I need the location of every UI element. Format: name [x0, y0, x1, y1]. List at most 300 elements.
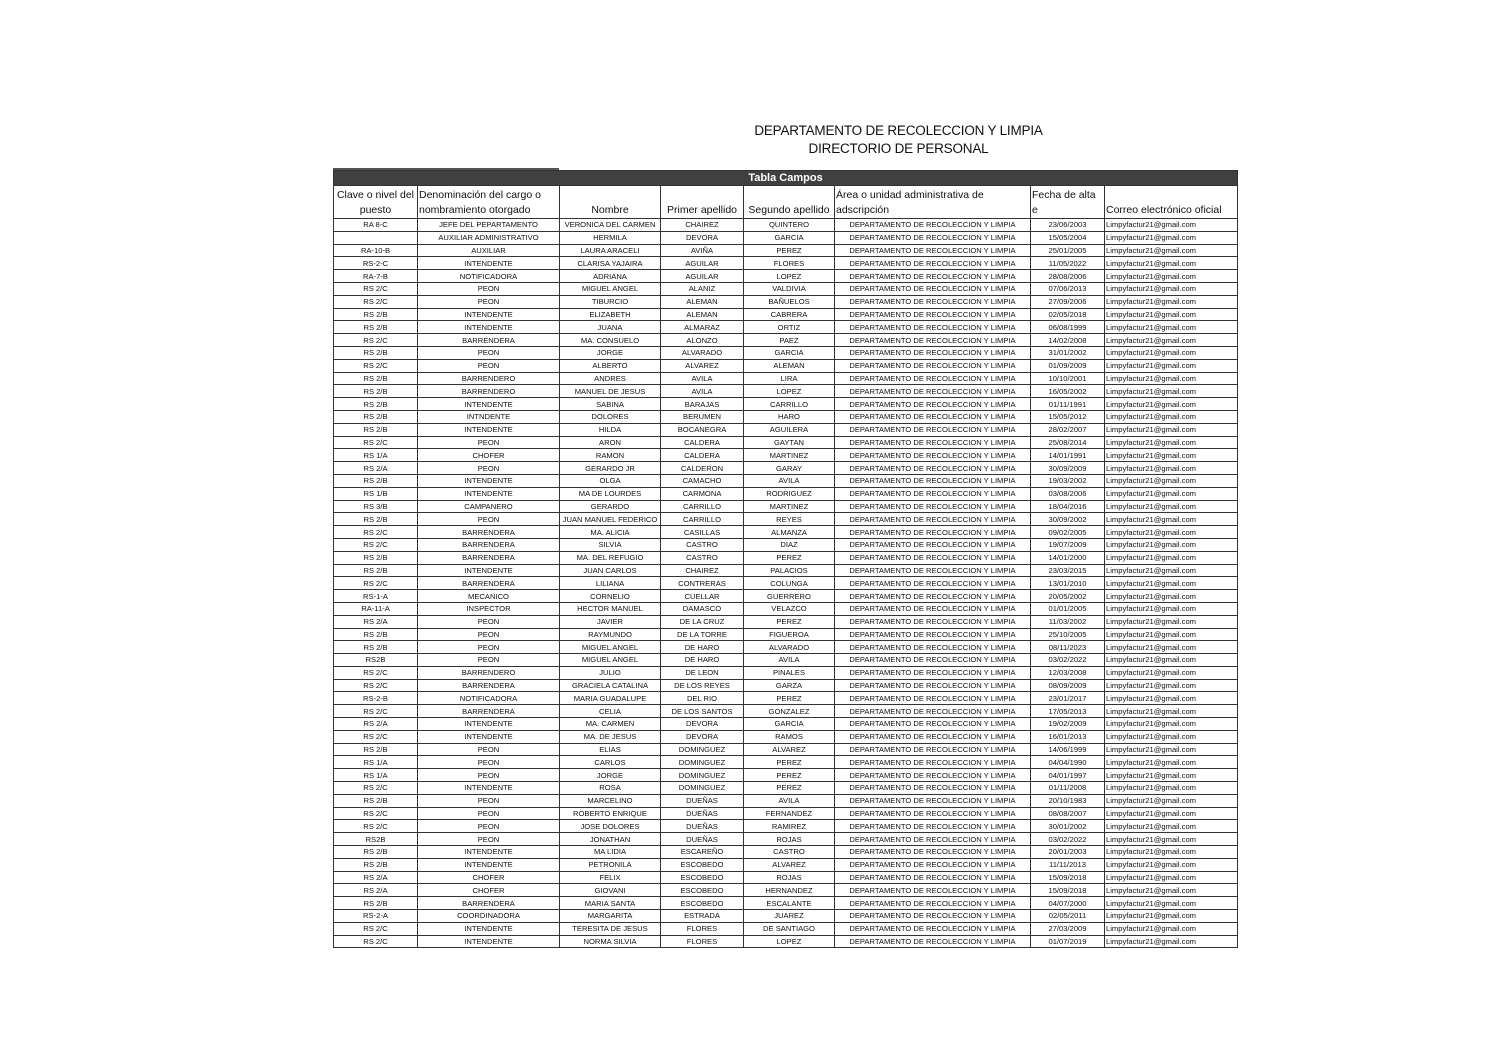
segundo-apellido-cell: PEREZ [744, 615, 835, 628]
clave-cell: RS2B [334, 654, 418, 667]
cargo-cell: BARRENDERA [418, 679, 560, 692]
fecha-alta-cell: 14/02/2008 [1031, 334, 1105, 347]
fecha-alta-cell: 04/07/2000 [1031, 897, 1105, 910]
segundo-apellido-cell: JUAREZ [744, 910, 835, 923]
primer-apellido-cell: ESCOBEDO [661, 858, 744, 871]
nombre-cell: PETRONILA [560, 858, 661, 871]
primer-apellido-cell: CALDERA [661, 436, 744, 449]
area-cell: DEPARTAMENTO DE RECOLECCION Y LIMPIA [835, 449, 1031, 462]
fecha-alta-cell: 15/05/2012 [1031, 410, 1105, 423]
nombre-cell: RAMON [560, 449, 661, 462]
table-row [334, 666, 1238, 679]
table-row [334, 270, 1238, 283]
primer-apellido-cell: DUEÑAS [661, 820, 744, 833]
correo-cell: Limpyfactur21@gmail.com [1105, 807, 1238, 820]
primer-apellido-cell: DE HARO [661, 641, 744, 654]
fecha-alta-cell: 01/01/2005 [1031, 602, 1105, 615]
fecha-alta-cell: 17/05/2013 [1031, 705, 1105, 718]
primer-apellido-cell: CUELLAR [661, 590, 744, 603]
cargo-cell: PEON [418, 513, 560, 526]
nombre-cell: GERARDO JR [560, 462, 661, 475]
area-cell: DEPARTAMENTO DE RECOLECCION Y LIMPIA [835, 922, 1031, 935]
nombre-cell: CORNELIO [560, 590, 661, 603]
table-row [334, 231, 1238, 244]
cargo-cell: BARRENDERA [418, 538, 560, 551]
header-primer-apellido: Primer apellido [661, 186, 744, 219]
clave-cell: RA-10-B [334, 244, 418, 257]
primer-apellido-cell: DEL RIO [661, 692, 744, 705]
area-cell: DEPARTAMENTO DE RECOLECCION Y LIMPIA [835, 334, 1031, 347]
table-row [334, 462, 1238, 475]
table-row [334, 551, 1238, 564]
segundo-apellido-cell: PEREZ [744, 244, 835, 257]
primer-apellido-cell: ESTRADA [661, 910, 744, 923]
table-row [334, 858, 1238, 871]
area-cell: DEPARTAMENTO DE RECOLECCION Y LIMPIA [835, 692, 1031, 705]
primer-apellido-cell: AGUILAR [661, 270, 744, 283]
cargo-cell: PEON [418, 743, 560, 756]
cargo-cell: PEON [418, 359, 560, 372]
segundo-apellido-cell: PINALES [744, 666, 835, 679]
nombre-cell: MARCELINO [560, 794, 661, 807]
table-row [334, 935, 1238, 948]
clave-cell: RS 2/C [334, 922, 418, 935]
correo-cell: Limpyfactur21@gmail.com [1105, 730, 1238, 743]
fecha-alta-cell: 18/04/2016 [1031, 500, 1105, 513]
clave-cell: RS 2/B [334, 858, 418, 871]
segundo-apellido-cell: GARCIA [744, 718, 835, 731]
clave-cell: RS 2/B [334, 794, 418, 807]
correo-cell: Limpyfactur21@gmail.com [1105, 436, 1238, 449]
fecha-alta-cell: 08/08/2007 [1031, 807, 1105, 820]
segundo-apellido-cell: DIAZ [744, 538, 835, 551]
cargo-cell: PEON [418, 820, 560, 833]
area-cell: DEPARTAMENTO DE RECOLECCION Y LIMPIA [835, 705, 1031, 718]
fecha-alta-cell: 15/05/2004 [1031, 231, 1105, 244]
segundo-apellido-cell: HERNANDEZ [744, 884, 835, 897]
nombre-cell: MIGUEL ANGEL [560, 282, 661, 295]
area-cell: DEPARTAMENTO DE RECOLECCION Y LIMPIA [835, 219, 1031, 232]
nombre-cell: HILDA [560, 423, 661, 436]
table-row [334, 602, 1238, 615]
area-cell: DEPARTAMENTO DE RECOLECCION Y LIMPIA [835, 295, 1031, 308]
header-correo: Correo electrónico oficial [1105, 186, 1238, 219]
table-row [334, 372, 1238, 385]
segundo-apellido-cell: RODRIGUEZ [744, 487, 835, 500]
table-row [334, 756, 1238, 769]
primer-apellido-cell: DOMINGUEZ [661, 743, 744, 756]
primer-apellido-cell: CALDERON [661, 462, 744, 475]
nombre-cell: MIGUEL ANGEL [560, 641, 661, 654]
cargo-cell: BARRENDERA [418, 577, 560, 590]
primer-apellido-cell: CARRILLO [661, 513, 744, 526]
cargo-cell: BARRENDERO [418, 666, 560, 679]
nombre-cell: JULIO [560, 666, 661, 679]
correo-cell: Limpyfactur21@gmail.com [1105, 551, 1238, 564]
fecha-alta-cell: 30/01/2002 [1031, 820, 1105, 833]
cargo-cell: INTENDENTE [418, 718, 560, 731]
fecha-alta-cell: 23/01/2017 [1031, 692, 1105, 705]
area-cell: DEPARTAMENTO DE RECOLECCION Y LIMPIA [835, 410, 1031, 423]
segundo-apellido-cell: ESCALANTE [744, 897, 835, 910]
cargo-cell: PEON [418, 641, 560, 654]
nombre-cell: TERESITA DE JESUS [560, 922, 661, 935]
segundo-apellido-cell: LOPEZ [744, 385, 835, 398]
table-row [334, 846, 1238, 859]
clave-cell: RS 2/B [334, 743, 418, 756]
area-cell: DEPARTAMENTO DE RECOLECCION Y LIMPIA [835, 666, 1031, 679]
primer-apellido-cell: AVIÑA [661, 244, 744, 257]
cargo-cell: CHOFER [418, 449, 560, 462]
correo-cell: Limpyfactur21@gmail.com [1105, 462, 1238, 475]
correo-cell: Limpyfactur21@gmail.com [1105, 820, 1238, 833]
correo-cell: Limpyfactur21@gmail.com [1105, 602, 1238, 615]
table-row [334, 615, 1238, 628]
fecha-alta-cell: 12/03/2008 [1031, 666, 1105, 679]
clave-cell: RS 2/B [334, 628, 418, 641]
table-row [334, 526, 1238, 539]
fecha-alta-cell: 25/08/2014 [1031, 436, 1105, 449]
header-segundo-apellido: Segundo apellido [744, 186, 835, 219]
fecha-alta-cell: 01/11/1991 [1031, 398, 1105, 411]
primer-apellido-cell: DAMASCO [661, 602, 744, 615]
fecha-alta-cell: 19/02/2009 [1031, 718, 1105, 731]
table-row [334, 308, 1238, 321]
primer-apellido-cell: BOCANEGRA [661, 423, 744, 436]
nombre-cell: MA. CONSUELO [560, 334, 661, 347]
area-cell: DEPARTAMENTO DE RECOLECCION Y LIMPIA [835, 602, 1031, 615]
segundo-apellido-cell: ALEMAN [744, 359, 835, 372]
segundo-apellido-cell: ALVAREZ [744, 743, 835, 756]
correo-cell: Limpyfactur21@gmail.com [1105, 257, 1238, 270]
nombre-cell: ELIZABETH [560, 308, 661, 321]
table-row [334, 769, 1238, 782]
clave-cell [334, 231, 418, 244]
area-cell: DEPARTAMENTO DE RECOLECCION Y LIMPIA [835, 513, 1031, 526]
primer-apellido-cell: CASILLAS [661, 526, 744, 539]
primer-apellido-cell: BARAJAS [661, 398, 744, 411]
table-row [334, 922, 1238, 935]
nombre-cell: VERONICA DEL CARMEN [560, 219, 661, 232]
area-cell: DEPARTAMENTO DE RECOLECCION Y LIMPIA [835, 577, 1031, 590]
segundo-apellido-cell: PEREZ [744, 551, 835, 564]
table-row [334, 359, 1238, 372]
correo-cell: Limpyfactur21@gmail.com [1105, 922, 1238, 935]
nombre-cell: ROBERTO ENRIQUE [560, 807, 661, 820]
primer-apellido-cell: FLORES [661, 935, 744, 948]
segundo-apellido-cell: PEREZ [744, 756, 835, 769]
correo-cell: Limpyfactur21@gmail.com [1105, 871, 1238, 884]
correo-cell: Limpyfactur21@gmail.com [1105, 897, 1238, 910]
segundo-apellido-cell: LIRA [744, 372, 835, 385]
clave-cell: RS2B [334, 833, 418, 846]
nombre-cell: GRACIELA CATALINA [560, 679, 661, 692]
segundo-apellido-cell: PALACIOS [744, 564, 835, 577]
primer-apellido-cell: CASTRO [661, 551, 744, 564]
clave-cell: RS 1/A [334, 756, 418, 769]
area-cell: DEPARTAMENTO DE RECOLECCION Y LIMPIA [835, 436, 1031, 449]
clave-cell: RS 2/B [334, 410, 418, 423]
primer-apellido-cell: DE LA TORRE [661, 628, 744, 641]
table-row [334, 449, 1238, 462]
fecha-alta-cell: 30/09/2002 [1031, 513, 1105, 526]
nombre-cell: MA LIDIA [560, 846, 661, 859]
nombre-cell: ADRIANA [560, 270, 661, 283]
cargo-cell: BARRENDERO [418, 372, 560, 385]
cargo-cell: CAMPANERO [418, 500, 560, 513]
correo-cell: Limpyfactur21@gmail.com [1105, 794, 1238, 807]
clave-cell: RS 2/C [334, 935, 418, 948]
nombre-cell: GERARDO [560, 500, 661, 513]
fecha-alta-cell: 08/09/2009 [1031, 679, 1105, 692]
primer-apellido-cell: FLORES [661, 922, 744, 935]
correo-cell: Limpyfactur21@gmail.com [1105, 590, 1238, 603]
primer-apellido-cell: AGUILAR [661, 257, 744, 270]
fecha-alta-cell: 15/09/2018 [1031, 884, 1105, 897]
clave-cell: RS 2/A [334, 871, 418, 884]
clave-cell: RS 2/A [334, 884, 418, 897]
area-cell: DEPARTAMENTO DE RECOLECCION Y LIMPIA [835, 474, 1031, 487]
nombre-cell: MA. CARMEN [560, 718, 661, 731]
correo-cell: Limpyfactur21@gmail.com [1105, 487, 1238, 500]
fecha-alta-cell: 25/10/2005 [1031, 628, 1105, 641]
segundo-apellido-cell: RAMOS [744, 730, 835, 743]
correo-cell: Limpyfactur21@gmail.com [1105, 615, 1238, 628]
segundo-apellido-cell: CABRERA [744, 308, 835, 321]
clave-cell: RS-2-A [334, 910, 418, 923]
fecha-alta-cell: 19/07/2009 [1031, 538, 1105, 551]
correo-cell: Limpyfactur21@gmail.com [1105, 295, 1238, 308]
table-row [334, 718, 1238, 731]
cargo-cell: COORDINADORA [418, 910, 560, 923]
area-cell: DEPARTAMENTO DE RECOLECCION Y LIMPIA [835, 538, 1031, 551]
document-subtitle: DIRECTORIO DE PERSONAL [808, 141, 989, 156]
cargo-cell: INTENDENTE [418, 858, 560, 871]
table-row [334, 346, 1238, 359]
correo-cell: Limpyfactur21@gmail.com [1105, 743, 1238, 756]
cargo-cell: NOTIFICADORA [418, 270, 560, 283]
segundo-apellido-cell: PEREZ [744, 782, 835, 795]
area-cell: DEPARTAMENTO DE RECOLECCION Y LIMPIA [835, 270, 1031, 283]
clave-cell: RS 2/B [334, 385, 418, 398]
clave-cell: RS 2/C [334, 526, 418, 539]
segundo-apellido-cell: COLUNGA [744, 577, 835, 590]
fecha-alta-cell: 31/01/2002 [1031, 346, 1105, 359]
table-row [334, 730, 1238, 743]
primer-apellido-cell: DEVORA [661, 730, 744, 743]
segundo-apellido-cell: ALMANZA [744, 526, 835, 539]
correo-cell: Limpyfactur21@gmail.com [1105, 526, 1238, 539]
fecha-alta-cell: 08/11/2023 [1031, 641, 1105, 654]
correo-cell: Limpyfactur21@gmail.com [1105, 474, 1238, 487]
fecha-alta-cell: 01/09/2009 [1031, 359, 1105, 372]
correo-cell: Limpyfactur21@gmail.com [1105, 910, 1238, 923]
nombre-cell: MA. DE JESUS [560, 730, 661, 743]
clave-cell: RS 1/A [334, 449, 418, 462]
fecha-alta-cell: 03/02/2022 [1031, 833, 1105, 846]
area-cell: DEPARTAMENTO DE RECOLECCION Y LIMPIA [835, 551, 1031, 564]
correo-cell: Limpyfactur21@gmail.com [1105, 219, 1238, 232]
correo-cell: Limpyfactur21@gmail.com [1105, 398, 1238, 411]
segundo-apellido-cell: CARRILLO [744, 398, 835, 411]
clave-cell: RS-2-B [334, 692, 418, 705]
segundo-apellido-cell: MARTINEZ [744, 449, 835, 462]
cargo-cell: AUXILIAR ADMINISTRATIVO [418, 231, 560, 244]
primer-apellido-cell: CALDERA [661, 449, 744, 462]
primer-apellido-cell: DEVORA [661, 718, 744, 731]
fecha-alta-cell: 11/11/2013 [1031, 858, 1105, 871]
segundo-apellido-cell: GARCIA [744, 231, 835, 244]
primer-apellido-cell: DEVORA [661, 231, 744, 244]
clave-cell: RS 2/C [334, 359, 418, 372]
area-cell: DEPARTAMENTO DE RECOLECCION Y LIMPIA [835, 500, 1031, 513]
fecha-alta-cell: 19/03/2002 [1031, 474, 1105, 487]
cargo-cell: CHOFER [418, 884, 560, 897]
segundo-apellido-cell: HARO [744, 410, 835, 423]
cargo-cell: INTENDENTE [418, 398, 560, 411]
area-cell: DEPARTAMENTO DE RECOLECCION Y LIMPIA [835, 858, 1031, 871]
area-cell: DEPARTAMENTO DE RECOLECCION Y LIMPIA [835, 244, 1031, 257]
segundo-apellido-cell: ROJAS [744, 833, 835, 846]
cargo-cell: INTENDENTE [418, 782, 560, 795]
primer-apellido-cell: CARRILLO [661, 500, 744, 513]
correo-cell: Limpyfactur21@gmail.com [1105, 577, 1238, 590]
primer-apellido-cell: ALEMAN [661, 308, 744, 321]
table-row [334, 219, 1238, 232]
correo-cell: Limpyfactur21@gmail.com [1105, 449, 1238, 462]
segundo-apellido-cell: RAMIREZ [744, 820, 835, 833]
primer-apellido-cell: ALVARADO [661, 346, 744, 359]
header-nombre: Nombre [560, 186, 661, 219]
area-cell: DEPARTAMENTO DE RECOLECCION Y LIMPIA [835, 679, 1031, 692]
table-row [334, 897, 1238, 910]
table-row [334, 282, 1238, 295]
correo-cell: Limpyfactur21@gmail.com [1105, 884, 1238, 897]
area-cell: DEPARTAMENTO DE RECOLECCION Y LIMPIA [835, 782, 1031, 795]
nombre-cell: MANUEL DE JESUS [560, 385, 661, 398]
nombre-cell: MA. DEL REFUGIO [560, 551, 661, 564]
clave-cell: RS 2/A [334, 615, 418, 628]
cargo-cell: INTENDENTE [418, 487, 560, 500]
cargo-cell: BARRENDERA [418, 526, 560, 539]
cargo-cell: INTENDENTE [418, 308, 560, 321]
clave-cell: RA-11-A [334, 602, 418, 615]
clave-cell: RS 2/C [334, 705, 418, 718]
table-row [334, 833, 1238, 846]
correo-cell: Limpyfactur21@gmail.com [1105, 334, 1238, 347]
correo-cell: Limpyfactur21@gmail.com [1105, 692, 1238, 705]
nombre-cell: CLARISA YAJAIRA [560, 257, 661, 270]
nombre-cell: ROSA [560, 782, 661, 795]
correo-cell: Limpyfactur21@gmail.com [1105, 654, 1238, 667]
primer-apellido-cell: DOMINGUEZ [661, 756, 744, 769]
fecha-alta-cell: 10/10/2001 [1031, 372, 1105, 385]
nombre-cell: MARIA SANTA [560, 897, 661, 910]
correo-cell: Limpyfactur21@gmail.com [1105, 231, 1238, 244]
nombre-cell: LILIANA [560, 577, 661, 590]
nombre-cell: MA DE LOURDES [560, 487, 661, 500]
clave-cell: RS 2/C [334, 436, 418, 449]
clave-cell: RS 2/C [334, 295, 418, 308]
primer-apellido-cell: AVILA [661, 372, 744, 385]
fecha-alta-cell: 27/09/2006 [1031, 295, 1105, 308]
clave-cell: RS 2/C [334, 807, 418, 820]
segundo-apellido-cell: QUINTERO [744, 219, 835, 232]
cargo-cell: BARRENDERA [418, 897, 560, 910]
correo-cell: Limpyfactur21@gmail.com [1105, 513, 1238, 526]
clave-cell: RS 3/B [334, 500, 418, 513]
area-cell: DEPARTAMENTO DE RECOLECCION Y LIMPIA [835, 308, 1031, 321]
segundo-apellido-cell: REYES [744, 513, 835, 526]
cargo-cell: PEON [418, 794, 560, 807]
fecha-alta-cell: 03/08/2006 [1031, 487, 1105, 500]
correo-cell: Limpyfactur21@gmail.com [1105, 782, 1238, 795]
correo-cell: Limpyfactur21@gmail.com [1105, 423, 1238, 436]
cargo-cell: PEON [418, 833, 560, 846]
nombre-cell: GIOVANI [560, 884, 661, 897]
primer-apellido-cell: DE LA CRUZ [661, 615, 744, 628]
fecha-alta-cell: 30/09/2009 [1031, 462, 1105, 475]
nombre-cell: TIBURCIO [560, 295, 661, 308]
nombre-cell: MIGUEL ANGEL [560, 654, 661, 667]
clave-cell: RS 2/B [334, 346, 418, 359]
segundo-apellido-cell: GUERRERO [744, 590, 835, 603]
cargo-cell: AUXILIAR [418, 244, 560, 257]
area-cell: DEPARTAMENTO DE RECOLECCION Y LIMPIA [835, 807, 1031, 820]
table-row [334, 423, 1238, 436]
correo-cell: Limpyfactur21@gmail.com [1105, 308, 1238, 321]
cargo-cell: PEON [418, 654, 560, 667]
segundo-apellido-cell: BAÑUELOS [744, 295, 835, 308]
clave-cell: RS 2/C [334, 666, 418, 679]
area-cell: DEPARTAMENTO DE RECOLECCION Y LIMPIA [835, 743, 1031, 756]
clave-cell: RS 2/B [334, 897, 418, 910]
correo-cell: Limpyfactur21@gmail.com [1105, 372, 1238, 385]
correo-cell: Limpyfactur21@gmail.com [1105, 756, 1238, 769]
cargo-cell: INTENDENTE [418, 730, 560, 743]
primer-apellido-cell: ALVAREZ [661, 359, 744, 372]
primer-apellido-cell: ALANIZ [661, 282, 744, 295]
table-row [334, 538, 1238, 551]
table-row [334, 321, 1238, 334]
area-cell: DEPARTAMENTO DE RECOLECCION Y LIMPIA [835, 462, 1031, 475]
area-cell: DEPARTAMENTO DE RECOLECCION Y LIMPIA [835, 628, 1031, 641]
clave-cell: RS 2/C [334, 782, 418, 795]
segundo-apellido-cell: AVILA [744, 654, 835, 667]
clave-cell: RS-1-A [334, 590, 418, 603]
nombre-cell: OLGA [560, 474, 661, 487]
clave-cell: RS 2/B [334, 308, 418, 321]
segundo-apellido-cell: CASTRO [744, 846, 835, 859]
clave-cell: RS 2/C [334, 334, 418, 347]
fecha-alta-cell: 14/01/1991 [1031, 449, 1105, 462]
nombre-cell: SILVIA [560, 538, 661, 551]
cargo-cell: INTENDENTE [418, 846, 560, 859]
cargo-cell: PEON [418, 615, 560, 628]
correo-cell: Limpyfactur21@gmail.com [1105, 641, 1238, 654]
area-cell: DEPARTAMENTO DE RECOLECCION Y LIMPIA [835, 615, 1031, 628]
fecha-alta-cell: 14/01/2000 [1031, 551, 1105, 564]
segundo-apellido-cell: GARCIA [744, 346, 835, 359]
cargo-cell: JEFE DEL PEPARTAMENTO [418, 219, 560, 232]
correo-cell: Limpyfactur21@gmail.com [1105, 769, 1238, 782]
nombre-cell: ALBERTO [560, 359, 661, 372]
segundo-apellido-cell: PEREZ [744, 769, 835, 782]
correo-cell: Limpyfactur21@gmail.com [1105, 270, 1238, 283]
table-row [334, 794, 1238, 807]
nombre-cell: JUAN MANUEL FEDERICO [560, 513, 661, 526]
correo-cell: Limpyfactur21@gmail.com [1105, 705, 1238, 718]
